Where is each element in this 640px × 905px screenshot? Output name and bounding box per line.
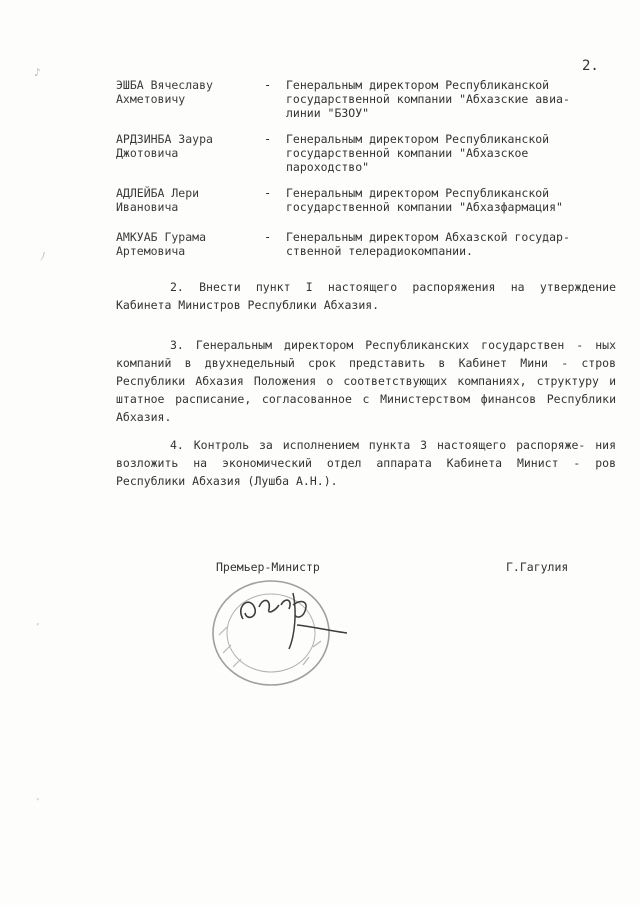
- signatory-name: Г.Гагулия: [506, 560, 569, 574]
- dash: -: [264, 186, 272, 200]
- appointee-name: АМКУАБ Гурама Артемовича: [116, 230, 207, 258]
- margin-mark: ﾉ: [40, 250, 46, 263]
- appointment-entry: [116, 132, 616, 186]
- signatory-title: Премьер-Министр: [216, 560, 320, 574]
- paragraph-item-3: 3. Генеральным директором Республиканских государствен - ных компаний в двухнедельный срок представить в Кабинет Мини - стров Республики Абхазия Положения о соответствующих компаниях, структуру и штатное расписание, согласованное с Министерством финансов Республики Абхазия.: [116, 338, 616, 424]
- appointment-entry: [116, 78, 616, 132]
- dash: -: [264, 78, 272, 92]
- appointment-entry: [116, 186, 616, 230]
- margin-mark: ﾞ: [36, 797, 42, 810]
- official-seal-stamp: [205, 575, 350, 690]
- appointee-name: АДЛЕЙБА Лери Ивановича: [116, 186, 200, 214]
- page-number: 2.: [582, 58, 599, 74]
- dash: -: [264, 132, 272, 146]
- margin-mark: ♪: [34, 66, 41, 79]
- appointment-entry: [116, 230, 616, 284]
- handwritten-verno: [241, 600, 290, 619]
- paragraph-item-2: 2. Внести пункт I настоящего распоряжения на утверждение Кабинета Министров Республики Абхазия.: [116, 280, 616, 312]
- appointee-position: Генеральным директором Абхазской государ- ственной телерадиокомпании.: [286, 230, 570, 258]
- appointee-position: Генеральным директором Республиканской государственной компании "Абхазское пароходство": [286, 132, 550, 174]
- paragraph-item-4: 4. Контроль за исполнением пункта 3 настоящего распоряже- ния возложить на экономический отдел аппарата Кабинета Минист - ров Республики Абхазия (Лушба А.Н.).: [116, 438, 616, 488]
- margin-mark: ﾞ: [36, 622, 42, 635]
- appointments-list: [116, 78, 616, 284]
- appointee-name: ЭШБА Вячеславу Ахметовичу: [116, 78, 213, 106]
- appointee-position: Генеральным директором Республиканской государственной компании "Абхазские авиа- линии "БЗОУ": [286, 78, 570, 120]
- appointee-name: АРДЗИНБА Заура Джотовича: [116, 132, 213, 160]
- appointee-position: Генеральным директором Республиканской государственной компании "Абхазфармация": [286, 186, 563, 214]
- dash: -: [264, 230, 272, 244]
